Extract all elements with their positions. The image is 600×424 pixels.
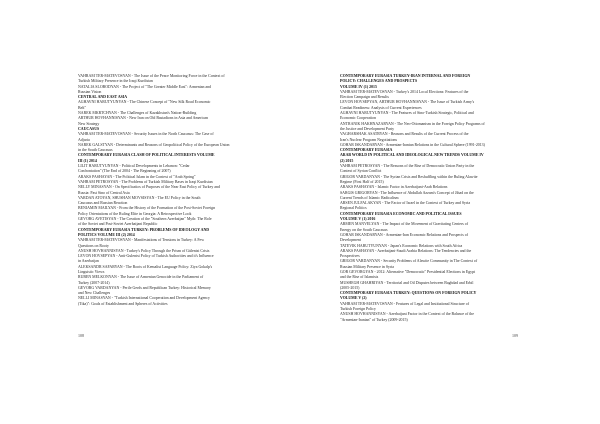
toc-entry-line: of the Soviet and Post-Soviet Azerbaijani Republic	[78, 222, 158, 227]
section-heading: VOLUME IV (1) 2015	[340, 84, 377, 89]
toc-entry-line: Economic Cooperation	[340, 116, 376, 121]
toc-entry-line: the Justice and Development Party	[340, 126, 395, 131]
toc-entry-line: AGHAVNI HARUTYUNYAN - The Features of Sino-Turkish Strategic, Political and	[340, 111, 474, 116]
toc-entry-line: Iran's Nuclear Program Negotiations	[340, 137, 397, 142]
toc-entry-line: SARGIS GRIGORYAN - The Influence of Abdullah Azzam's Concept of Jihad on the	[340, 190, 474, 195]
toc-entry-line: AGHAVNI HARUTYUNYAN - The Chinese Concept of "New Silk Road Economic	[78, 100, 211, 105]
section-heading: CONTEMPORARY EURASIA TURKEY-IRAN INTERNAL AND FOREIGN	[340, 74, 471, 78]
section-heading: POLITICS VOLUME III (2) 2014	[78, 232, 135, 237]
toc-entry-line: VAHRAM PETROSYAN - The Problems of Turkish Military Bases in Iraqi Kurdistan	[78, 179, 213, 184]
toc-entry-line: NATALIA SLOBODYAN - The Project of "The Greater Middle East": Armenian and	[78, 84, 211, 89]
toc-entry-line: NAREK GALSTYAN - Determinants and Reasons of Geopolitical Policy of the European Union	[78, 142, 230, 147]
toc-entry-line: Turkish Military Presence in the Iraqi Kurdistan	[78, 79, 153, 84]
toc-entry-line: Regime (First Half of 2015)	[340, 179, 384, 184]
toc-entry-line: RUBEN MELKONYAN - The Issue of Armenian Genocide in the Parliament of	[78, 275, 204, 280]
right-page-number: 109	[512, 333, 518, 338]
toc-entry-line: (Tika)": Goals of Establishment and Spheres of Activities	[78, 301, 168, 306]
toc-entry-line: (2005-2015)	[340, 285, 360, 290]
toc-entry-line: Caucasus and Russian Reaction	[78, 201, 128, 206]
toc-entry-line: VAHRAM TER-MATEVOSYAN - Manifestations of Tensions in Turkey: A Few	[78, 238, 205, 243]
toc-entry-line: ALEKSANDR SAFARYAN - The Roots of Kemalist Language Policy: Ziya Gokalp's	[78, 264, 213, 269]
toc-entry-line: "Armenian-Iranian" of Turkey (2009-2015)	[340, 317, 408, 322]
toc-entry-line: ARMEN MANVELYAN - The Impact of the Movement of Gravitating Centers of	[340, 222, 469, 227]
toc-entry-line: VARDAN ATOYAN, SHUSHAN MOVSISYAN - The EU Policy in the South	[78, 195, 201, 200]
toc-entry-line: Russia: Past Sino of Central Asia	[78, 190, 130, 195]
toc-entry-line: VAHRAM TER-MATEVOSYAN - Security Issues in the North Caucasus: The Case of	[78, 132, 214, 137]
toc-entry-line: ANUSH HOVHANNISYAN - Turkey's Policy Through the Prism of Gülenist Crisis	[78, 248, 210, 253]
toc-entry-line: VAGHARSHAK ASATRYAN - Reasons and Results of the Current Process of the	[340, 132, 469, 137]
toc-entry-line: ARTHUR HOVHANNISYAN - New Iran on Old Bastadions in Asia and American	[78, 116, 208, 121]
toc-entry-line: Linguistic Views	[78, 269, 105, 274]
toc-entry-line: in Azerbaijan	[78, 259, 99, 264]
toc-entry-line: ARSEN JULFALAKYAN - The Factor of Israel in the Context of Turkey and Syria	[340, 201, 471, 206]
toc-entry-line: ANUSH HOVHANNISYAN - Azerbaijani Factor in the Context of the Balance of the	[340, 312, 474, 317]
section-heading: CONTEMPORARY EURASIA TURKEY: QUESTIONS ON FOREIGN POLICY	[340, 291, 477, 296]
toc-entry-line: Russian Vision	[78, 89, 102, 94]
section-heading: CONTEMPORARY EURASIA TURKEY: PROBLEMS OF IDEOLOGY AND	[78, 227, 210, 232]
toc-entry-line: Development	[340, 238, 361, 243]
toc-entry-line: ARAKS PASHAYAN - Azerbaijani-Saudi Arabia Relations: The Tendencies and the	[340, 248, 472, 253]
section-heading: VOLUME V (2)	[340, 296, 367, 301]
toc-entry-line: GOHAR ISKANDARYAN - Armenian-Iran Economic Relations and Prospects of	[340, 232, 468, 237]
section-heading: CENTRAL AND EAST ASIA	[78, 95, 128, 100]
toc-entry-line: Election Campaign and Results	[340, 95, 389, 100]
section-heading: CONTEMPORARY EURASIA CLASH OF POLITICAL INTERESTS VOLUME	[78, 153, 215, 158]
section-heading: CONTEMPORARY EURASIA ECONOMIC AND POLITICAL ISSUES	[340, 211, 462, 216]
toc-entry-line: Regional Politics	[340, 206, 367, 211]
toc-entry-line: Russian Military Presence in Syria	[340, 264, 395, 269]
toc-entry-line: TATEVIK HARUTYUNYAN - Japan's Economic Relations with South Africa	[340, 243, 463, 248]
section-heading: CONTEMPORARY EURASIA	[340, 148, 393, 153]
toc-entry-line: GEVORG VARDANYAN - Perile Gerds and Republican Turkey: Historical Memory	[78, 285, 211, 290]
left-page-number: 108	[78, 333, 84, 338]
toc-entry-line: LILIT HARUTYUNYAN - Political Developments in Lebanon: "Cedar	[78, 164, 190, 169]
toc-entry-line: GEVORG AVETISYAN - The Creation of the "Southern Azerbaijan" Myth: The Role	[78, 217, 212, 222]
toc-entry-line: BENIAMIN MAILYAN - From the History of the Formation of the Post-Soviet Foreign	[78, 206, 216, 211]
toc-entry-line: Questions on Rooty	[78, 243, 109, 248]
toc-entry-line: NAREK MKRTCHYAN - The Challenges of Kazakhstan's Nation-Building	[78, 111, 197, 116]
toc-entry-line: New Strategy	[78, 121, 100, 126]
section-heading: CAUCASUS	[78, 126, 100, 131]
right-page-contents	[340, 74, 550, 323]
toc-entry-line: Combat Readiness: Analysis of Current Experiences	[340, 105, 422, 110]
section-heading: ARAB WORLD IN POLITICAL AND IDEOLOGICAL NEW TRENDS VOLUME IV	[340, 153, 484, 158]
section-heading: VOLUME V (1) 2016	[340, 217, 376, 222]
toc-entry-line: Policy Orientations of the Ruling Elite in Georgia: A Retrospective Look	[78, 211, 192, 216]
toc-entry-line: ARAKS PASHAYAN - Islamic Factor in Azerbaijani-Arab Relations	[340, 185, 448, 190]
toc-entry-line: NELLI MINASYAN - "Turkish International Cooperation and Development Agency	[78, 296, 210, 301]
toc-entry-line: VAHRAM TER-MATEVOSYAN - Turkey's 2014 Local Elections: Features of the	[340, 89, 469, 94]
toc-entry-line: MUSHEGH GHAHRIYAN - Territorial and Oil Disputes between Baghdad and Erbil	[340, 280, 474, 285]
toc-entry-line: GRIGOR VARDANYAN - The Syrian Crisis and Reshuffling within the Ruling Alawite	[340, 174, 478, 179]
toc-entry-line: GOR GEVORGYAN - 2012: Alternative "Democratic" Presidential Elections in Egypt	[340, 269, 476, 274]
toc-entry-line: VAHRAM PETROSYAN - The Reasons of the Rise of Democratic Union Party in the	[340, 164, 475, 169]
toc-entry-line: LEVON HOVSEPYAN - Anti-Gulenist Policy of Turkish Authorities and it's Influence	[78, 254, 214, 259]
toc-entry-line: Prospectives	[340, 254, 360, 259]
toc-entry-line: GRIGOR VARDANYAN - Security Problems of Alawite Community in The Context of	[340, 259, 478, 264]
section-heading: POLICY: CHALLENGES AND PROSPECTS	[340, 79, 418, 84]
toc-entry-line: LEVON HOVSEPYAN, ARTHUR HOVHANNISYAN - The Issue of Turkish Army's	[340, 100, 475, 105]
toc-entry-line: Context of Syrian Conflict	[340, 169, 382, 174]
toc-entry-line: NELLY MINASYAN - On Specificatios of Purposes of the Near East Policy of Turkey and	[78, 185, 220, 190]
toc-entry-line: Turkish Foreign Policy	[340, 307, 376, 312]
toc-entry-line: GOHAR ISKANDARYAN - Armenian-Iranian Relations in the Cultural Sphere (1991-2013)	[340, 142, 485, 147]
toc-entry-line: Current Trends of Islamic Radicalism	[340, 195, 399, 200]
toc-entry-line: in the South Caucasus	[78, 148, 113, 153]
toc-entry-line: ARAKS PASHAYAN - The Political Islam in the Context of "Arab Spring"	[78, 174, 196, 179]
toc-entry-line: VAHRAM TER-MATEVOSYAN - The Issue of the Peace Monitoring Force in the Context of	[78, 74, 225, 78]
left-page-contents	[78, 74, 288, 307]
toc-entry-line: Turkey (2007-2014)	[78, 280, 110, 285]
section-heading: (2) 2015	[340, 158, 354, 163]
toc-entry-line: Energy on the South Caucasus	[340, 227, 388, 232]
toc-entry-line: Adjaria	[78, 137, 90, 142]
toc-entry-line: ANTRANIK HAKHNAZARYAN - The Neo-Ottomanism in the Foreign Policy Programs of	[340, 121, 485, 126]
toc-entry-line: VAHRAM TER-MATEVOSYAN - Features of Legal and Institutional Structure of	[340, 301, 469, 306]
toc-entry-line: and the Rise of Islamists	[340, 275, 379, 280]
section-heading: III (1) 2014	[78, 158, 97, 163]
toc-entry-line: Confrontation" (The End of 2004 - The Beginning of 2007)	[78, 169, 171, 174]
toc-entry-line: Belt"	[78, 105, 87, 110]
toc-entry-line: and New Challenges	[78, 291, 111, 296]
